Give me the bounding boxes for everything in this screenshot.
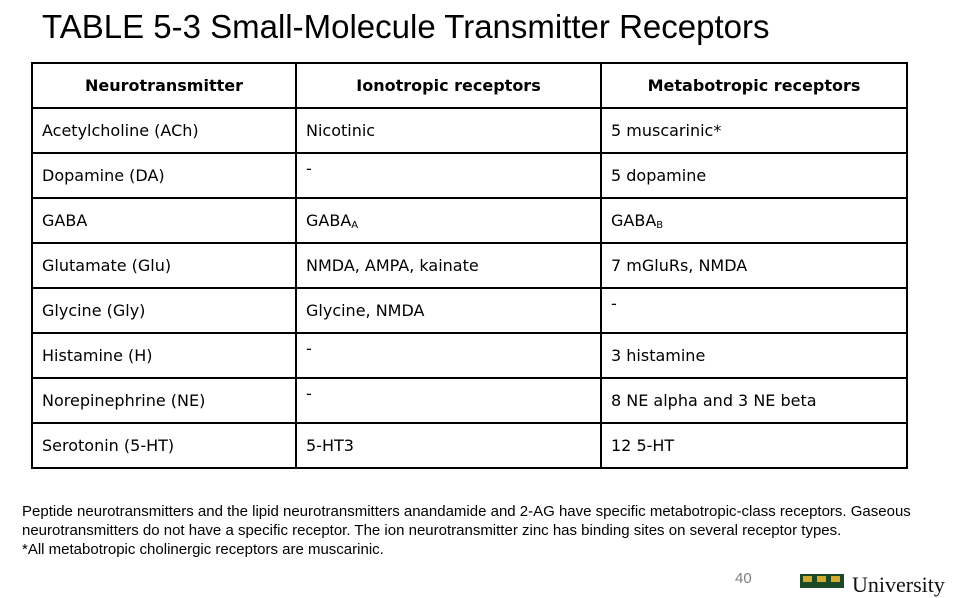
receptor-name: GABA [611, 210, 657, 230]
cell-metabotropic: 8 NE alpha and 3 NE beta [601, 378, 907, 423]
receptor-subscript: B [656, 219, 664, 231]
crest-icon [800, 574, 844, 588]
empty-dash: - [306, 159, 312, 178]
table-row [32, 423, 907, 468]
slide-title: TABLE 5-3 Small-Molecule Transmitter Receptors [42, 8, 770, 45]
cell-metabotropic: 5 dopamine [601, 153, 907, 198]
cell-metabotropic [601, 198, 907, 243]
empty-dash: - [306, 384, 312, 403]
receptors-table [31, 62, 908, 469]
cell-ionotropic: 5-HT3 [296, 423, 601, 468]
cell-metabotropic: 12 5-HT [601, 423, 907, 468]
university-logo [800, 572, 945, 597]
cell-metabotropic [601, 288, 907, 333]
table-row [32, 378, 907, 423]
footnote: *All metabotropic cholinergic receptors are muscarinic. [22, 541, 384, 558]
table-row [32, 288, 907, 333]
header-ionotropic: Ionotropic receptors [296, 63, 601, 108]
table-row [32, 243, 907, 288]
table-header-row [32, 63, 907, 108]
notes-paragraph: Peptide neurotransmitters and the lipid neurotransmitters anandamide and 2-AG have specific metabotropic-class receptors. Gaseous neurotransmitters do not have a specific receptor. The ion neurotransmitter zinc has binding sites on several receptor types. [22, 503, 911, 539]
cell-neurotransmitter: Glutamate (Glu) [32, 243, 296, 288]
table-row [32, 108, 907, 153]
cell-ionotropic: Nicotinic [296, 108, 601, 153]
cell-neurotransmitter: Dopamine (DA) [32, 153, 296, 198]
cell-ionotropic [296, 378, 601, 423]
cell-ionotropic [296, 333, 601, 378]
cell-neurotransmitter: Glycine (Gly) [32, 288, 296, 333]
logo-text: University [852, 572, 945, 597]
cell-metabotropic: 7 mGluRs, NMDA [601, 243, 907, 288]
cell-ionotropic [296, 153, 601, 198]
cell-neurotransmitter: Norepinephrine (NE) [32, 378, 296, 423]
header-neurotransmitter: Neurotransmitter [32, 63, 296, 108]
receptor-subscript: A [351, 219, 359, 231]
table-row [32, 198, 907, 243]
cell-ionotropic [296, 198, 601, 243]
cell-metabotropic: 3 histamine [601, 333, 907, 378]
notes [22, 502, 967, 559]
cell-neurotransmitter: Acetylcholine (ACh) [32, 108, 296, 153]
table-row [32, 333, 907, 378]
cell-neurotransmitter: Serotonin (5-HT) [32, 423, 296, 468]
page-number: 40 [735, 570, 752, 587]
table-row [32, 153, 907, 198]
empty-dash: - [306, 339, 312, 358]
cell-neurotransmitter: GABA [32, 198, 296, 243]
cell-neurotransmitter: Histamine (H) [32, 333, 296, 378]
cell-ionotropic: NMDA, AMPA, kainate [296, 243, 601, 288]
header-metabotropic: Metabotropic receptors [601, 63, 907, 108]
cell-metabotropic: 5 muscarinic* [601, 108, 907, 153]
receptor-name: GABA [306, 210, 352, 230]
empty-dash: - [611, 294, 617, 313]
cell-ionotropic: Glycine, NMDA [296, 288, 601, 333]
